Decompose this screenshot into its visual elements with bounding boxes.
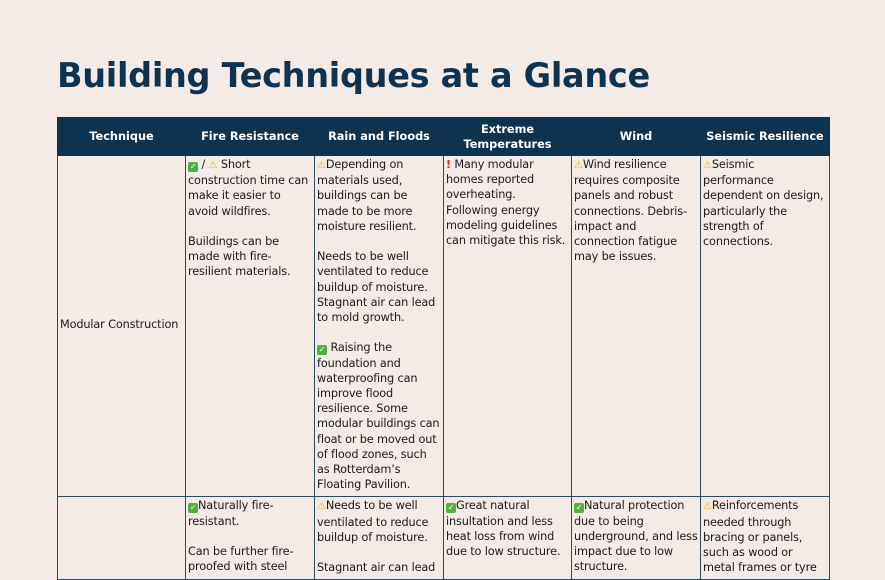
header-seismic-resilience: Seismic Resilience	[701, 118, 830, 156]
header-wind: Wind	[572, 118, 701, 156]
technique-cell: Modular Construction	[58, 156, 186, 497]
seismic-resilience-cell	[701, 156, 830, 497]
wind-cell	[572, 497, 701, 580]
cell-paragraph: ✓ / ⚠ Short construction time can make it easier to avoid wildfires.	[188, 158, 309, 218]
warning-icon: ⚠	[703, 501, 712, 513]
check-mark-icon: ✓	[318, 345, 326, 355]
page-title: Building Techniques at a Glance	[57, 56, 650, 95]
cell-paragraph: ⚠Reinforcements needed through bracing or panels, such as wood or metal frames or tyre	[703, 499, 817, 575]
cell-paragraph: Buildings can be made with fire-resilient materials.	[188, 235, 291, 279]
table-row	[58, 497, 830, 580]
cell-paragraph: Can be further fire-proofed with steel	[188, 545, 294, 574]
rain-and-floods-cell	[315, 497, 444, 580]
cell-paragraph: ✓ Natural protection due to being underground, and less impact due to low structure.	[574, 499, 698, 574]
check-mark-icon: ✓	[575, 503, 583, 513]
check-mark-icon: ✓	[447, 503, 455, 513]
cell-paragraph: ⚠Needs to be well ventilated to reduce buildup of moisture.	[317, 499, 429, 544]
header-fire-resistance: Fire Resistance	[186, 118, 315, 156]
warning-icon: ⚠	[703, 160, 712, 171]
cell-paragraph: Stagnant air can lead	[317, 561, 436, 575]
techniques-table	[57, 117, 830, 580]
cell-paragraph: ✓ Naturally fire-resistant.	[188, 499, 274, 528]
header-technique: Technique	[58, 118, 186, 156]
extreme-temperatures-cell	[444, 497, 572, 580]
exclamation-icon: !	[446, 158, 451, 171]
cell-paragraph: ✓ Great natural insultation and less heat loss from wind due to low structure.	[446, 499, 561, 559]
warning-icon: ⚠	[317, 160, 326, 171]
technique-cell	[58, 497, 186, 580]
cell-paragraph: ⚠Depending on materials used, buildings can be made to be more moisture resilient.	[317, 158, 417, 233]
cell-paragraph: ⚠Wind resilience requires composite panels and robust connections. Debris-impact and connection fatigue may be issues.	[574, 158, 687, 264]
warning-icon: ⚠	[317, 501, 326, 513]
wind-cell	[572, 156, 701, 497]
cell-paragraph: ⚠Seismic performance dependent on design, particularly the strength of connections.	[703, 158, 824, 249]
header-extreme-temperatures: Extreme Temperatures	[444, 118, 572, 156]
warning-icon: ⚠	[208, 160, 218, 171]
check-mark-icon: ✓	[189, 503, 197, 513]
rain-and-floods-cell	[315, 156, 444, 497]
extreme-temperatures-cell	[444, 156, 572, 497]
cell-paragraph: ✓ Raising the foundation and waterproofing can improve flood resilience. Some modular buildings can float or be moved out of flood zones, such as Rotterdam’s Floating Pavilion.	[317, 341, 440, 492]
table-header-row	[58, 118, 830, 156]
header-rain-and-floods: Rain and Floods	[315, 118, 444, 156]
cell-paragraph: ! Many modular homes reported overheating. Following energy modeling guidelines can mitigate this risk.	[446, 158, 566, 248]
seismic-resilience-cell	[701, 497, 830, 580]
fire-resistance-cell	[186, 497, 315, 580]
cell-paragraph: Needs to be well ventilated to reduce buildup of moisture. Stagnant air can lead to mold growth.	[317, 250, 436, 325]
check-mark-icon: ✓	[189, 162, 197, 171]
table-row	[58, 156, 830, 497]
warning-icon: ⚠	[574, 160, 583, 171]
fire-resistance-cell	[186, 156, 315, 497]
